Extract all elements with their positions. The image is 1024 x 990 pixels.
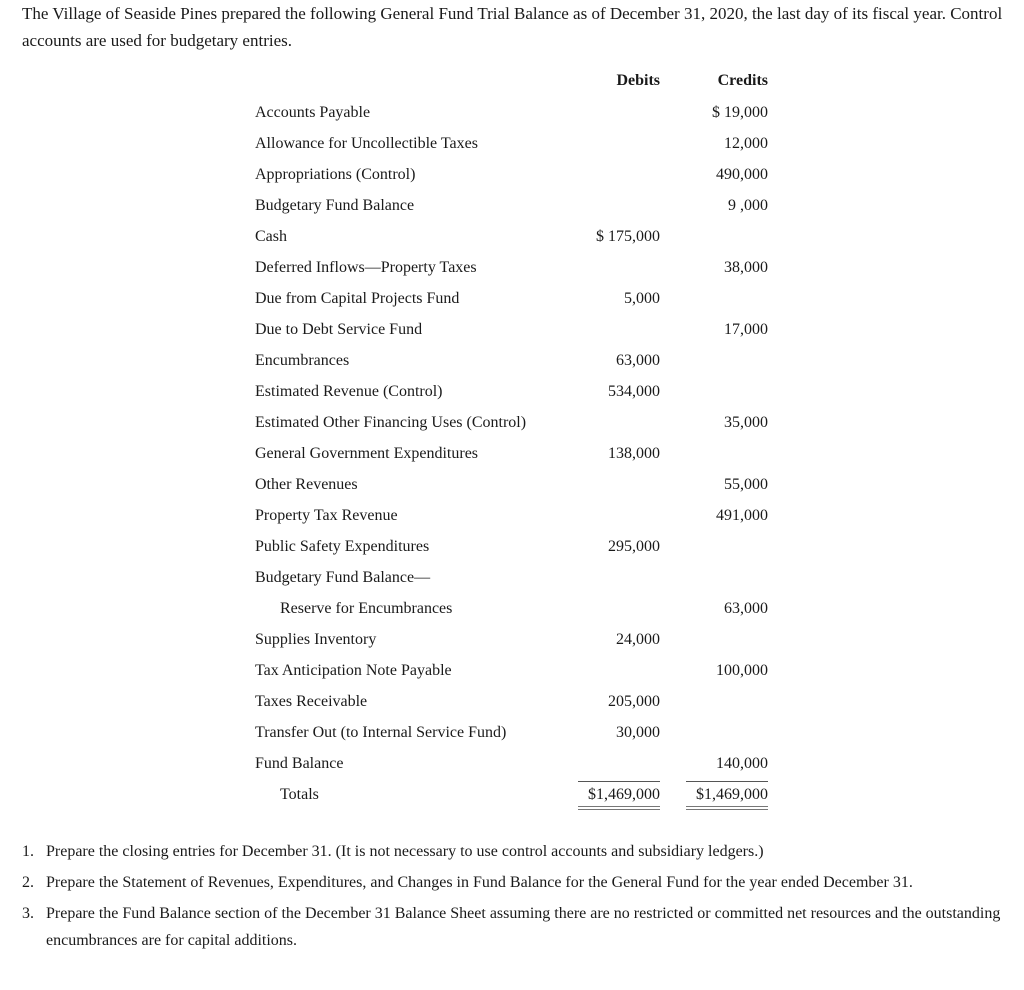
table-row <box>0 197 1024 228</box>
debit-amount: 138,000 <box>608 445 660 462</box>
credit-amount: $1,469,000 <box>696 786 768 803</box>
table-row <box>0 693 1024 724</box>
question-text: Prepare the closing entries for December 31. (It is not necessary to use control accounts and subsidiary ledgers.) <box>46 843 764 860</box>
debit-amount: 534,000 <box>608 383 660 400</box>
question-text: Prepare the Statement of Revenues, Expenditures, and Changes in Fund Balance for the General Fund for the year ended December 31. <box>46 874 913 891</box>
debits-header: Debits <box>616 72 660 89</box>
debit-amount: $ 175,000 <box>596 228 660 245</box>
table-row <box>0 538 1024 569</box>
account-name: Taxes Receivable <box>255 693 368 710</box>
credit-amount: 12,000 <box>724 135 768 152</box>
table-row <box>0 445 1024 476</box>
question-item <box>22 869 1002 896</box>
credits-header: Credits <box>717 72 768 89</box>
debit-amount: $1,469,000 <box>588 786 660 803</box>
table-row <box>0 290 1024 321</box>
debit-amount: 205,000 <box>608 693 660 710</box>
credit-amount: 35,000 <box>724 414 768 431</box>
account-name: Due from Capital Projects Fund <box>255 290 460 307</box>
account-name: Cash <box>255 228 287 245</box>
account-name: Deferred Inflows—Property Taxes <box>255 259 477 276</box>
question-text: Prepare the Fund Balance section of the December 31 Balance Sheet assuming there are no restricted or committed net resources and the outstanding encumbrances are for capital additions. <box>46 905 1001 949</box>
account-name: Transfer Out (to Internal Service Fund) <box>255 724 507 741</box>
table-row <box>0 414 1024 445</box>
table-row <box>0 507 1024 538</box>
account-name: General Government Expenditures <box>255 445 479 462</box>
credit-amount: 55,000 <box>724 476 768 493</box>
table-row <box>0 569 1024 600</box>
debit-amount: 295,000 <box>608 538 660 555</box>
question-item <box>22 900 1002 954</box>
account-name: Public Safety Expenditures <box>255 538 430 555</box>
total-double-rule <box>686 806 768 810</box>
account-name: Fund Balance <box>255 755 344 772</box>
account-name: Accounts Payable <box>255 104 371 121</box>
account-name: Tax Anticipation Note Payable <box>255 662 452 679</box>
debit-amount: 24,000 <box>616 631 660 648</box>
credit-amount: 63,000 <box>724 600 768 617</box>
account-name: Property Tax Revenue <box>255 507 398 524</box>
table-row <box>0 600 1024 631</box>
table-row <box>0 476 1024 507</box>
table-row <box>0 166 1024 197</box>
total-double-rule <box>578 806 660 810</box>
question-number: 1. <box>22 843 34 860</box>
credit-amount: 38,000 <box>724 259 768 276</box>
credit-amount: $ 19,000 <box>712 104 768 121</box>
credit-amount: 140,000 <box>716 755 768 772</box>
table-row <box>0 135 1024 166</box>
credit-amount: 491,000 <box>716 507 768 524</box>
table-row <box>0 321 1024 352</box>
table-row <box>0 631 1024 662</box>
table-row <box>0 724 1024 755</box>
credit-amount: 9 ,000 <box>728 197 768 214</box>
account-name: Appropriations (Control) <box>255 166 416 183</box>
table-row <box>0 383 1024 414</box>
table-row <box>0 104 1024 135</box>
table-row <box>0 228 1024 259</box>
total-top-rule <box>686 781 768 782</box>
account-name: Other Revenues <box>255 476 358 493</box>
account-name: Budgetary Fund Balance— <box>255 569 431 586</box>
debit-amount: 5,000 <box>624 290 660 307</box>
account-name: Totals <box>280 786 319 803</box>
question-number: 2. <box>22 874 34 891</box>
table-row <box>0 662 1024 693</box>
account-name: Due to Debt Service Fund <box>255 321 423 338</box>
total-top-rule <box>578 781 660 782</box>
credit-amount: 490,000 <box>716 166 768 183</box>
account-name: Encumbrances <box>255 352 350 369</box>
question-number: 3. <box>22 905 34 922</box>
account-name: Estimated Revenue (Control) <box>255 383 443 400</box>
table-row <box>0 259 1024 290</box>
credit-amount: 17,000 <box>724 321 768 338</box>
account-name: Estimated Other Financing Uses (Control) <box>255 414 527 431</box>
debit-amount: 63,000 <box>616 352 660 369</box>
account-name: Supplies Inventory <box>255 631 377 648</box>
credit-amount: 100,000 <box>716 662 768 679</box>
account-name: Reserve for Encumbrances <box>280 600 453 617</box>
totals-row <box>0 786 1024 817</box>
account-name: Allowance for Uncollectible Taxes <box>255 135 478 152</box>
question-item <box>22 838 1002 865</box>
intro-paragraph: The Village of Seaside Pines prepared the following General Fund Trial Balance as of December 31, 2020, the last day of its fiscal year. Control accounts are used for budgetary entries. <box>22 4 1003 50</box>
questions-list <box>22 838 1002 958</box>
account-name: Budgetary Fund Balance <box>255 197 415 214</box>
debit-amount: 30,000 <box>616 724 660 741</box>
table-row <box>0 352 1024 383</box>
table-row <box>0 755 1024 786</box>
